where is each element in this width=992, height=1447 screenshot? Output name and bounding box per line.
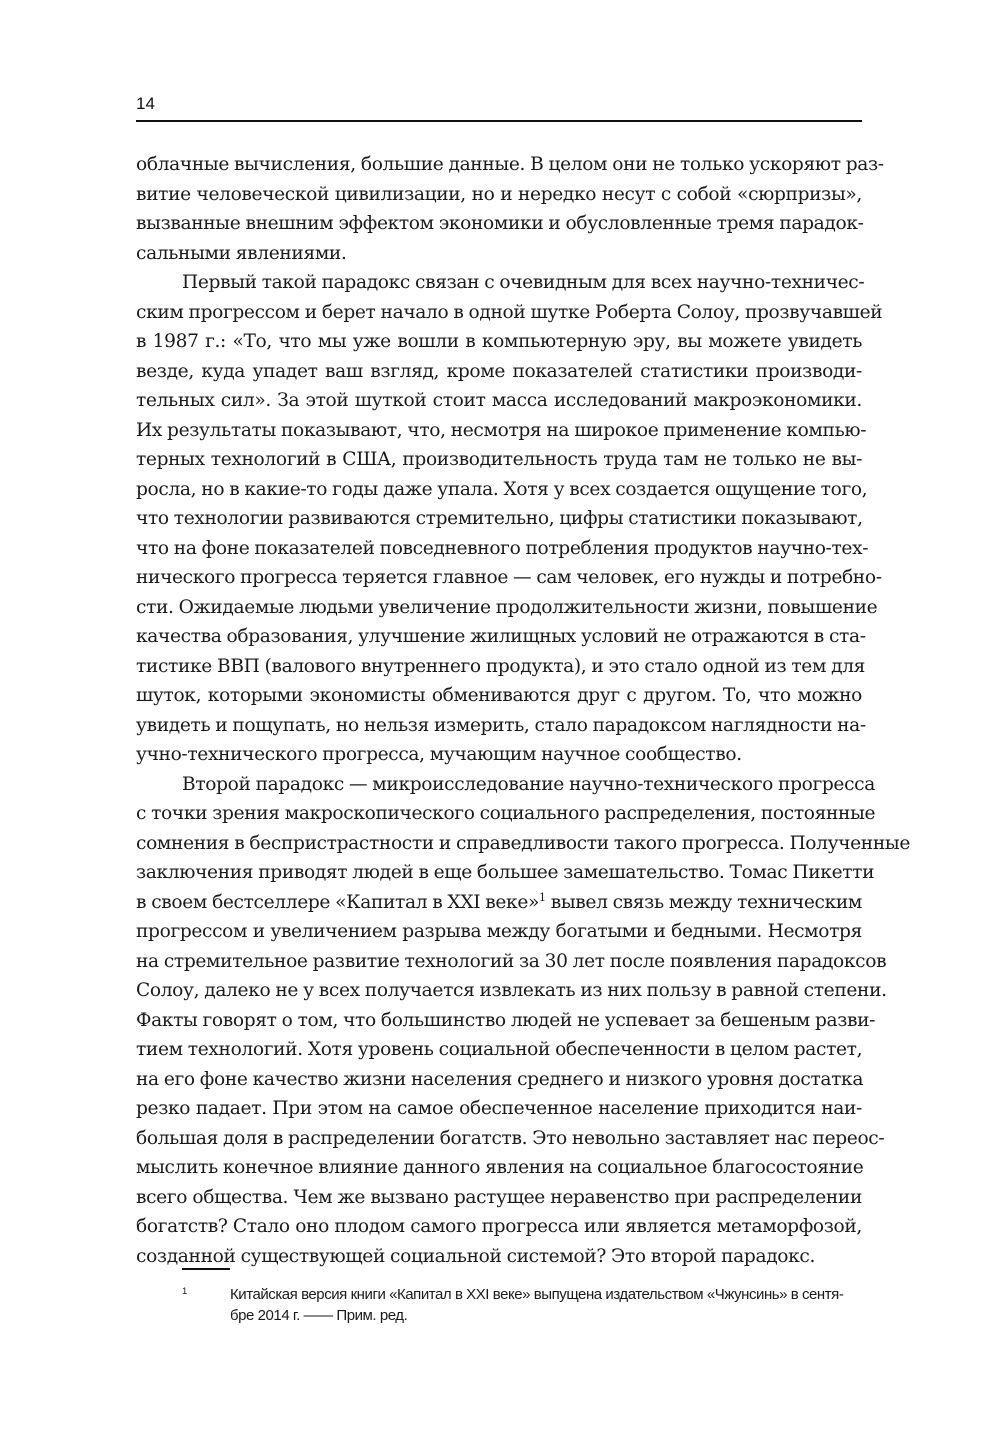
text-line: сти. Ожидаемые людьми увеличение продолжительности жизни, повышение [136,596,878,618]
text-line: Факты говорят о том, что большинство людей не успевает за бешеным разви- [136,1009,876,1031]
text-line: с точки зрения макроскопического социального распределения, постоянные [136,803,876,824]
text-line: сальными явлениями. [136,242,347,264]
footnote-line: бре 2014 г. —— Прим. ред. [230,1307,408,1324]
text-line: нического прогресса теряется главное — сам человек, его нужды и потребно- [136,567,882,588]
text-line: на стремительное развитие технологий за 30 лет после появления парадоксов [136,950,887,972]
text-line: тием технологий. Хотя уровень социальной обеспеченности в целом растет, [136,1039,863,1060]
text-line: терных технологий в США, производительность труда там не только не вы- [136,449,862,470]
text-line: мыслить конечное влияние данного явления на социальное благосостояние [136,1157,864,1178]
text-line: сомнения в беспристрастности и справедливости такого прогресса. Полученные [136,832,910,854]
footnote-line: Китайская версия книги «Капитал в XXI веке» выпущена издательством «Чжунсинь» в сентя- [230,1286,844,1303]
text-line-with-footnote-ref [136,888,862,918]
text-line: на его фоне качество жизни населения среднего и низкого уровня достатка [136,1068,864,1090]
text-line: Их результаты показывают, что, несмотря на широкое применение компью- [136,419,867,441]
text-line: росла, но в какие-то годы даже упала. Хотя у всех создается ощущение того, [136,478,868,500]
text-line: в 1987 г.: «То, что мы уже вошли в компьютерную эру, вы можете увидеть [136,331,862,352]
footnote-divider [182,1268,230,1270]
body-text [136,150,910,1271]
page-number: 14 [136,94,155,113]
text-line: всего общества. Чем же вызвано растущее неравенство при распределении [136,1186,862,1208]
text-line: ским прогрессом и берет начало в одной шутке Роберта Солоу, прозвучавшей [136,301,883,323]
text-line: Второй парадокс — микроисследование научно-технического прогресса [182,773,875,795]
text-line: что на фоне показателей повседневного потребления продуктов научно-тех- [136,537,869,559]
text-fragment: вывел связь между техническим [545,891,862,913]
text-line: прогрессом и увеличением разрыва между богатыми и бедными. Несмотря [136,921,862,942]
text-line: витие человеческой цивилизации, но и нередко несут с собой «сюрпризы», [136,183,862,205]
footnote [182,1284,862,1326]
text-line: вызванные внешним эффектом экономики и обусловленные тремя парадок- [136,213,864,234]
text-line: Солоу, далеко не у всех получается извлекать из них пользу в равной степени. [136,980,887,1001]
text-line: тельных сил». За этой шуткой стоит масса исследований макроэкономики. [136,390,862,411]
text-line: Первый такой парадокс связан с очевидным для всех научно-техничес- [182,272,865,293]
text-line: облачные вычисления, большие данные. В целом они не только ускоряют раз- [136,154,884,175]
text-line: учно-технического прогресса, мучающим научное сообщество. [136,744,742,765]
text-line: везде, куда упадет ваш взгляд, кроме показателей статистики производи- [136,360,862,382]
footnote-reference: 1 [539,890,546,904]
text-line: качества образования, улучшение жилищных условий не отражаются в ста- [136,626,866,647]
text-line: большая доля в распределении богатств. Это невольно заставляет нас переос- [136,1127,885,1149]
text-line: заключения приводят людей в еще большее замешательство. Томас Пикетти [136,862,875,883]
text-line: что технологии развиваются стремительно, цифры статистики показывают, [136,508,863,529]
text-line: шуток, которыми экономисты обмениваются друг с другом. То, что можно [136,685,862,706]
text-fragment: в своем бестселлере «Капитал в XXI веке» [136,891,539,913]
text-line: тистике ВВП (валового внутреннего продукта), и это стало одной из тем для [136,655,866,677]
footnote-mark: 1 [182,1286,188,1297]
text-line: резко падает. При этом на самое обеспеченное население приходится наи- [136,1098,862,1119]
page-header [136,92,862,122]
text-line: созданной существующей социальной системой? Это второй парадокс. [136,1245,816,1267]
text-line: увидеть и пощупать, но нельзя измерить, стало парадоксом наглядности на- [136,714,866,736]
text-line: богатств? Стало оно плодом самого прогресса или является метаморфозой, [136,1216,862,1237]
